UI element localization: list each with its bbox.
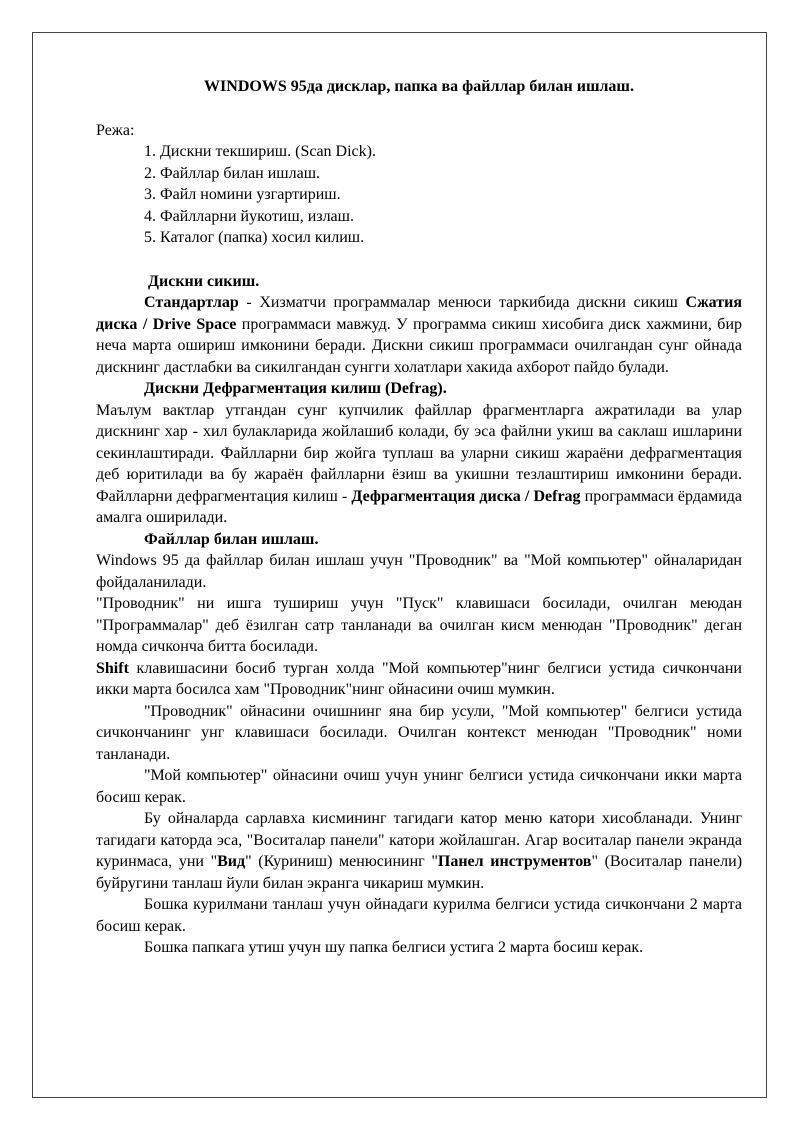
- plan-item: 5. Каталог (папка) хосил килиш.: [144, 229, 365, 246]
- paragraph-files-4: "Проводник" ойнасини очишнинг яна бир усули, "Мой компьютер" белгиси устида сичкончанинг унг клавишаси босилади. Очилган контекст менюдан "Проводник" номи танланади.: [96, 702, 742, 763]
- document-body: [96, 76, 742, 959]
- text-run: " (Куриниш) менюсининг ": [245, 853, 438, 870]
- bold-term: Панел инструментов: [437, 853, 592, 870]
- document-title: WINDOWS 95да дисклар, папка ва файллар билан ишлаш.: [204, 78, 634, 95]
- paragraph-defrag: [96, 400, 742, 529]
- text-run: клавишасини босиб турган холда "Мой компьютер"нинг белгиси устида сичкончани икки марта босилса хам "Проводник"нинг ойнасини очиш мумкин.: [96, 659, 742, 698]
- paragraph-disk-compress: [96, 292, 742, 378]
- bold-term: Shift: [96, 659, 129, 677]
- bold-term: Сжатия диска / Drive Space: [96, 294, 742, 333]
- plan-label: Режа:: [96, 121, 135, 139]
- paragraph-files-7: Бошка курилмани танлаш учун ойнадаги курилма белгиси устида сичкончани 2 марта босиш керак.: [96, 896, 742, 935]
- section-heading-defrag: Дискни Дефрагментация килиш (Defrag).: [144, 380, 447, 397]
- paragraph-files-3: [96, 658, 742, 701]
- text-run: " (Воситалар панели) буйругини танлаш йули билан экранга чикариш мумкин.: [96, 853, 743, 892]
- plan-item: 4. Файлларни йукотиш, излаш.: [144, 207, 354, 225]
- plan-item: 3. Файл номини узгартириш.: [144, 186, 341, 203]
- paragraph-files-6: [96, 808, 742, 894]
- bold-term: Стандартлар: [144, 294, 239, 311]
- text-run: - Хизматчи программалар менюси таркибида дискни сикиш: [238, 294, 686, 311]
- paragraph-files-8: Бошка папкага утиш учун шу папка белгиси устига 2 марта босиш керак.: [144, 939, 644, 956]
- bold-term: Дефрагментация диска / Defrag: [351, 487, 581, 505]
- paragraph-files-2: "Проводник" ни ишга тушириш учун "Пуск" клавишаси босилади, очилган меюдан "Программалар" деб ёзилган сатр танланади ва очилган кисм менюдан "Проводник" деган номда сичконча битта босилади.: [96, 595, 742, 655]
- bold-term: Вид: [217, 853, 246, 870]
- text-run: программаси мавжуд. У программа сикиш хисобига диск хажмини, бир неча марта ошириш имконини беради. Дискни сикиш программаси очилгандан сунг ойнада дискнинг дастлабки ва сикилгандан сунгги холатлари хакида ахборот пайдо булади.: [96, 315, 743, 376]
- plan-item: 2. Файллар билан ишлаш.: [144, 164, 321, 182]
- text-run: программаси ёрдамида амалга оширилади.: [96, 487, 742, 526]
- text-run: Маълум вактлар утгандан сунг купчилик файллар фрагментларга ажратилади ва улар дискнинг хар - хил булакларида жойлашиб колади, бу эса файлни укиш ва саклаш ишларини секинлаштиради. Файлларни бир жойга туплаш ва уларни сикиш жараёни дефрагментация деб юритилади ва бу жараён файлларни ёзиш ва укишни тезлаштириш имконини беради. Файлларни дефрагментация килиш -: [96, 401, 742, 505]
- section-heading-files: Файллар билан ишлаш.: [144, 530, 319, 548]
- plan-item: 1. Дискни текшириш. (Scan Dick).: [144, 143, 376, 160]
- paragraph-files-5: "Мой компьютер" ойнасини очиш учун унинг белгиси устида сичкончани икки марта босиш керак.: [96, 767, 742, 806]
- plan-list: [96, 141, 742, 249]
- paragraph-files-1: Windows 95 да файллар билан ишлаш учун "Проводник" ва "Мой компьютер" ойналаридан фойдаланилади.: [96, 552, 742, 591]
- section-heading-disk-compress: Дискни сикиш.: [148, 272, 260, 290]
- text-run: Бу ойналарда сарлавха кисмининг тагидаги катор меню катори хисобланади. Унинг тагидаги каторда эса, "Воситалар панели" катори жойлашган. Агар воситалар панели экранда куринмаса, уни ": [96, 810, 742, 870]
